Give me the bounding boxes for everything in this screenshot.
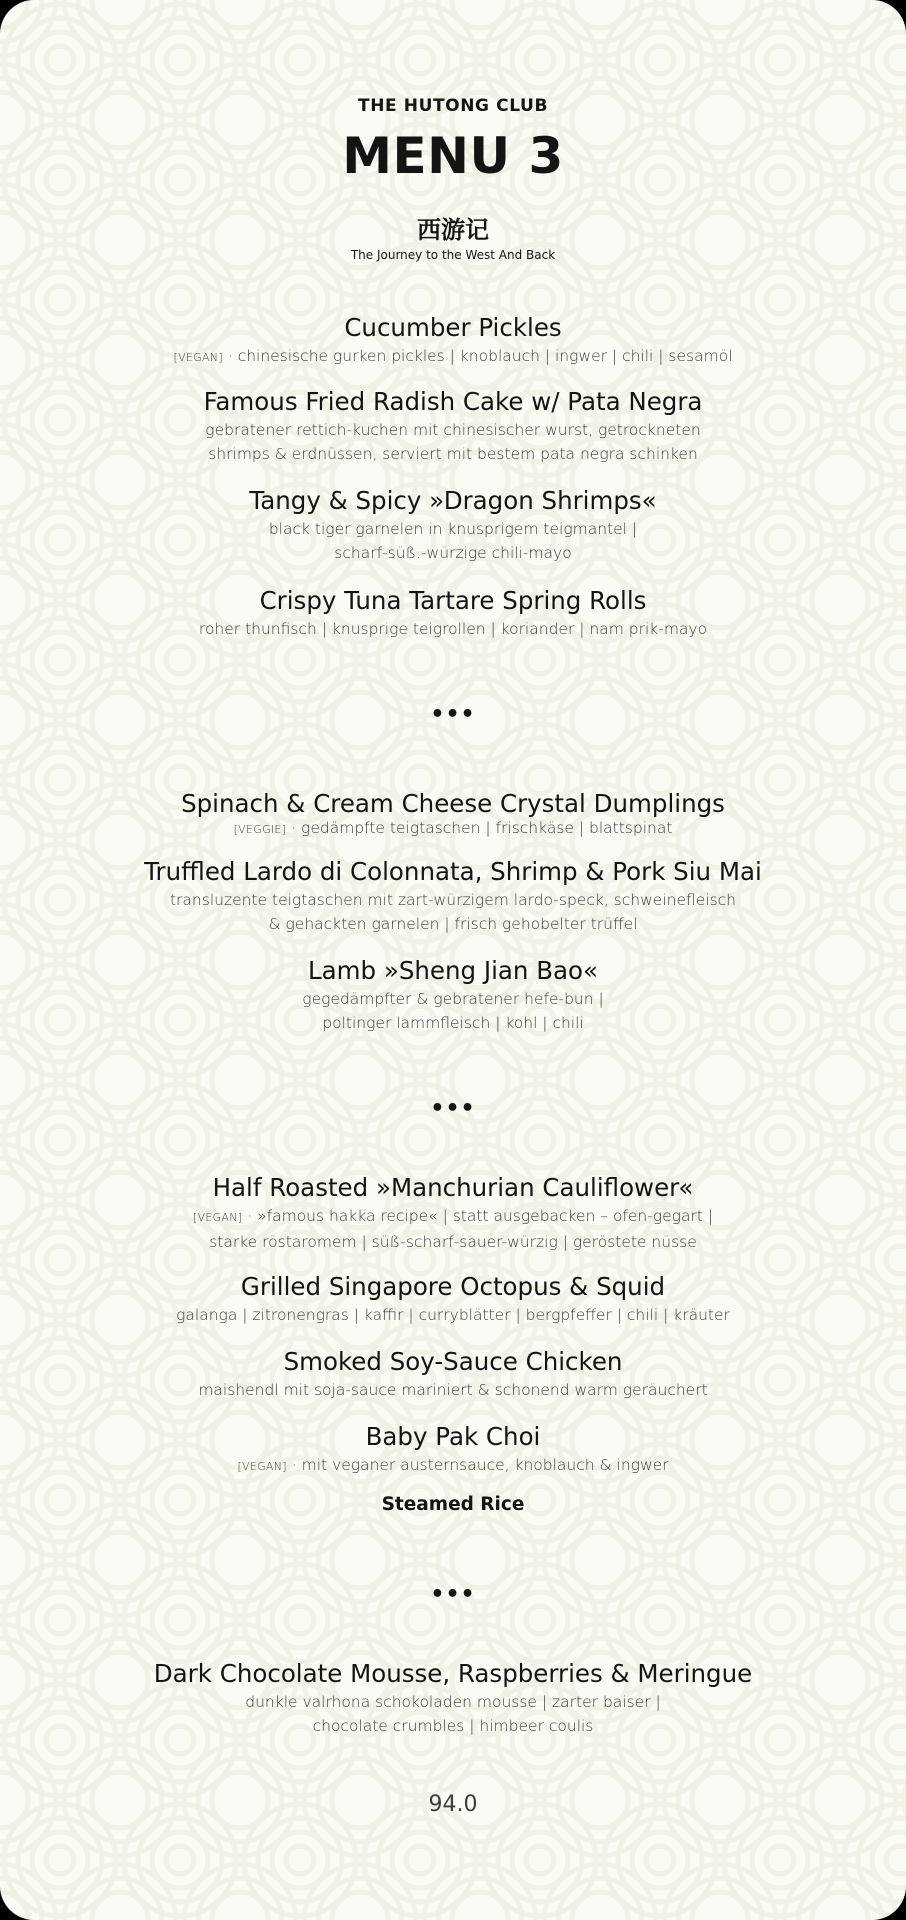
chinese-title: 西游记 bbox=[417, 216, 489, 244]
dish-description: black tiger garnelen in knusprigem teigmantel | bbox=[268, 520, 638, 538]
dish-steamed-rice bbox=[0, 1494, 906, 1515]
dish-name: Lamb »Sheng Jian Bao« bbox=[307, 956, 599, 985]
dish-description: gegedämpfter & gebratener hefe-bun | bbox=[302, 990, 604, 1008]
dish-name: Dark Chocolate Mousse, Raspberries & Meringue bbox=[153, 1659, 753, 1688]
dish-description: chocolate crumbles | himbeer coulis bbox=[312, 1717, 594, 1735]
dish-cucumber-pickles bbox=[0, 312, 906, 370]
dish-description: poltinger lammfleisch | kohl | chili bbox=[322, 1014, 584, 1032]
dish-name: Steamed Rice bbox=[381, 1494, 525, 1515]
dietary-tag: [VEGGIE] bbox=[233, 823, 287, 836]
section-separator: ••• bbox=[430, 1096, 476, 1121]
dish-description: shrimps & erdnüssen, serviert mit bestem pata negra schinken bbox=[208, 445, 698, 463]
dish-description: transluzente teigtaschen mit zart-würzigem lardo-speck, schweinefleisch bbox=[169, 891, 737, 909]
dish-baby-pak-choi bbox=[0, 1421, 906, 1479]
dish-dragon-shrimps bbox=[0, 485, 906, 565]
dish-name: Smoked Soy-Sauce Chicken bbox=[283, 1347, 623, 1376]
menu-price: 94.0 bbox=[428, 1792, 478, 1817]
dish-name: Baby Pak Choi bbox=[365, 1422, 541, 1451]
dish-octopus-squid bbox=[0, 1271, 906, 1327]
dish-name: Truffled Lardo di Colonnata, Shrimp & Pork Siu Mai bbox=[144, 857, 762, 886]
dish-sheng-jian-bao bbox=[0, 955, 906, 1035]
dish-name: Famous Fried Radish Cake w/ Pata Negra bbox=[203, 387, 703, 416]
section-separator: ••• bbox=[430, 1582, 476, 1607]
dish-description: gebratener rettich-kuchen mit chinesischer wurst, getrockneten bbox=[205, 421, 701, 439]
dish-description: roher thunfisch | knusprige teigrollen | koriander | nam prik-mayo bbox=[198, 620, 708, 638]
dish-name: Grilled Singapore Octopus & Squid bbox=[240, 1272, 666, 1301]
dish-description: dunkle valrhona schokoladen mousse | zarter baiser | bbox=[245, 1693, 661, 1711]
menu-title: MENU 3 bbox=[342, 127, 564, 185]
dish-description: galanga | zitronengras | kaffir | curryblätter | bergpfeffer | chili | kräuter bbox=[176, 1306, 730, 1324]
dish-crystal-dumplings bbox=[0, 788, 906, 838]
dish-description: [VEGAN] · mit veganer austernsauce, knoblauch & ingwer bbox=[237, 1456, 669, 1474]
dish-chocolate-mousse bbox=[0, 1658, 906, 1738]
dish-description: starke röstaromem | süß-scharf-sauer-würzig | geröstete nüsse bbox=[209, 1233, 697, 1251]
dish-description: [VEGGIE] · gedämpfte teigtaschen | frischkäse | blattspinat bbox=[233, 819, 673, 837]
dish-name: Tangy & Spicy »Dragon Shrimps« bbox=[249, 486, 657, 515]
menu-subtitle: The Journey to the West And Back bbox=[350, 248, 556, 262]
dietary-tag: [VEGAN] bbox=[192, 1211, 243, 1224]
dish-name: Spinach & Cream Cheese Crystal Dumplings bbox=[181, 789, 725, 818]
dish-name: Half Roasted »Manchurian Cauliflower« bbox=[212, 1173, 694, 1202]
dish-siu-mai bbox=[0, 856, 906, 936]
dietary-tag: [VEGAN] bbox=[237, 1460, 287, 1473]
dish-description: [VEGAN] · chinesische gurken pickles | knoblauch | ingwer | chili | sesamöl bbox=[173, 347, 733, 365]
dish-name: Cucumber Pickles bbox=[344, 313, 562, 342]
dish-description: [VEGAN] · »famous hakka recipe« | statt ausgebacken – ofen-gegart | bbox=[192, 1207, 714, 1225]
dish-description: maishendl mit soja-sauce mariniert & schonend warm geräuchert bbox=[198, 1381, 708, 1399]
dietary-tag: [VEGAN] bbox=[173, 351, 223, 364]
dish-manchurian-cauliflower bbox=[0, 1172, 906, 1254]
restaurant-name: THE HUTONG CLUB bbox=[358, 96, 548, 116]
dish-radish-cake bbox=[0, 386, 906, 466]
section-separator: ••• bbox=[430, 702, 476, 727]
dish-description: scharf-süß.-würzige chili-mayo bbox=[334, 544, 572, 562]
dish-name: Crispy Tuna Tartare Spring Rolls bbox=[259, 586, 647, 615]
dish-soy-sauce-chicken bbox=[0, 1346, 906, 1402]
dish-tuna-spring-rolls bbox=[0, 585, 906, 641]
dish-description: & gehackten garnelen | frisch gehobelter trüffel bbox=[268, 915, 638, 933]
